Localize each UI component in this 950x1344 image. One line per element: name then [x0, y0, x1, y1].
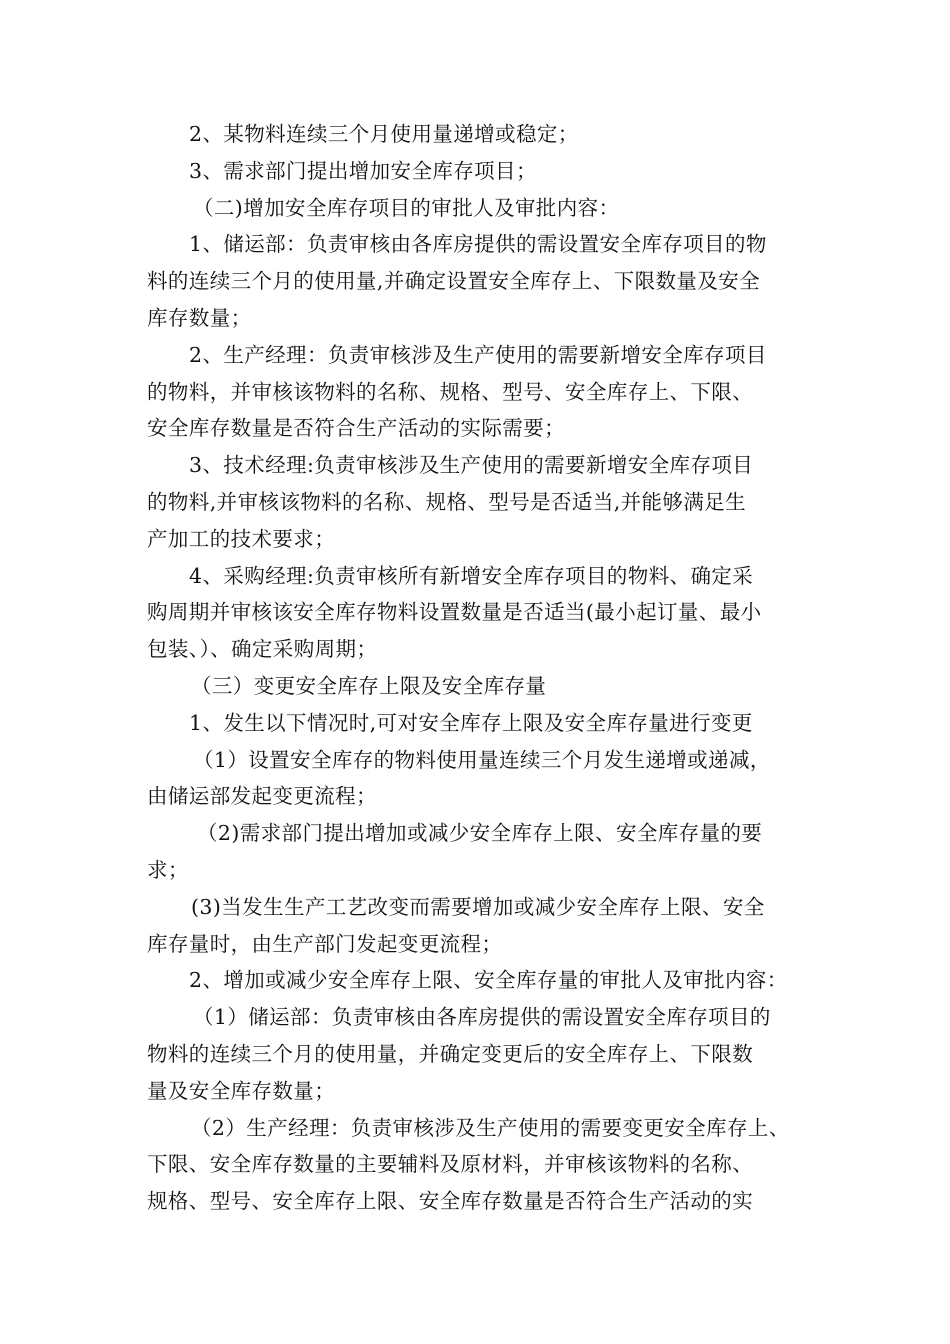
- paragraph-line: （1）储运部：负责审核由各库房提供的需设置安全库存项目的: [193, 1005, 771, 1030]
- paragraph-line: 物料的连续三个月的使用量，并确定变更后的安全库存上、下限数: [147, 1041, 754, 1066]
- paragraph-line: （2）生产经理：负责审核涉及生产使用的需要变更安全库存上、: [191, 1115, 790, 1140]
- paragraph-line: 1、储运部：负责审核由各库房提供的需设置安全库存项目的物: [189, 232, 767, 257]
- paragraph-line: 求；: [147, 857, 189, 882]
- paragraph-line: 2、增加或减少安全库存上限、安全库存量的审批人及审批内容：: [189, 968, 788, 993]
- paragraph-line: 库存数量；: [147, 305, 252, 330]
- paragraph-line: 包装、）、确定采购周期；: [147, 637, 378, 662]
- document-body: [147, 116, 817, 1220]
- paragraph-line: 的物料,并审核该物料的名称、规格、型号是否适当,并能够满足生: [147, 489, 747, 514]
- paragraph-line: 3、技术经理:负责审核涉及生产使用的需要新增安全库存项目: [189, 453, 754, 478]
- paragraph-line: (3)当发生生产工艺改变而需要增加或减少安全库存上限、安全: [191, 894, 765, 919]
- paragraph-line: 料的连续三个月的使用量,并确定设置安全库存上、下限数量及安全: [147, 269, 761, 294]
- paragraph-line: 2、生产经理：负责审核涉及生产使用的需要新增安全库存项目: [189, 342, 767, 367]
- paragraph-line: 4、采购经理:负责审核所有新增安全库存项目的物料、确定采: [189, 563, 754, 588]
- paragraph-line: 规格、型号、安全库存上限、安全库存数量是否符合生产活动的实: [147, 1189, 754, 1214]
- paragraph-line: （二)增加安全库存项目的审批人及审批内容：: [193, 195, 620, 220]
- paragraph-line: 1、发生以下情况时,可对安全库存上限及安全库存量进行变更: [189, 710, 753, 735]
- paragraph-line: 3、需求部门提出增加安全库存项目；: [189, 158, 537, 183]
- paragraph-line: （三）变更安全库存上限及安全库存量: [191, 673, 547, 698]
- paragraph-line: 由储运部发起变更流程；: [147, 784, 377, 809]
- paragraph-line: 下限、安全库存数量的主要辅料及原材料，并审核该物料的名称、: [147, 1152, 754, 1177]
- paragraph-line: 量及安全库存数量；: [147, 1078, 336, 1103]
- paragraph-line: 产加工的技术要求；: [147, 526, 336, 551]
- paragraph-line: （1）设置安全库存的物料使用量连续三个月发生递增或递减，: [193, 747, 771, 772]
- paragraph-line: （2)需求部门提出增加或减少安全库存上限、安全库存量的要: [197, 821, 763, 846]
- paragraph-line: 安全库存数量是否符合生产活动的实际需要；: [147, 416, 565, 441]
- paragraph-line: 库存量时，由生产部门发起变更流程；: [147, 931, 503, 956]
- paragraph-line: 的物料，并审核该物料的名称、规格、型号、安全库存上、下限、: [147, 379, 754, 404]
- paragraph-line: 2、某物料连续三个月使用量递增或稳定；: [189, 122, 579, 146]
- paragraph-line: 购周期并审核该安全库存物料设置数量是否适当(最小起订量、最小: [147, 600, 762, 625]
